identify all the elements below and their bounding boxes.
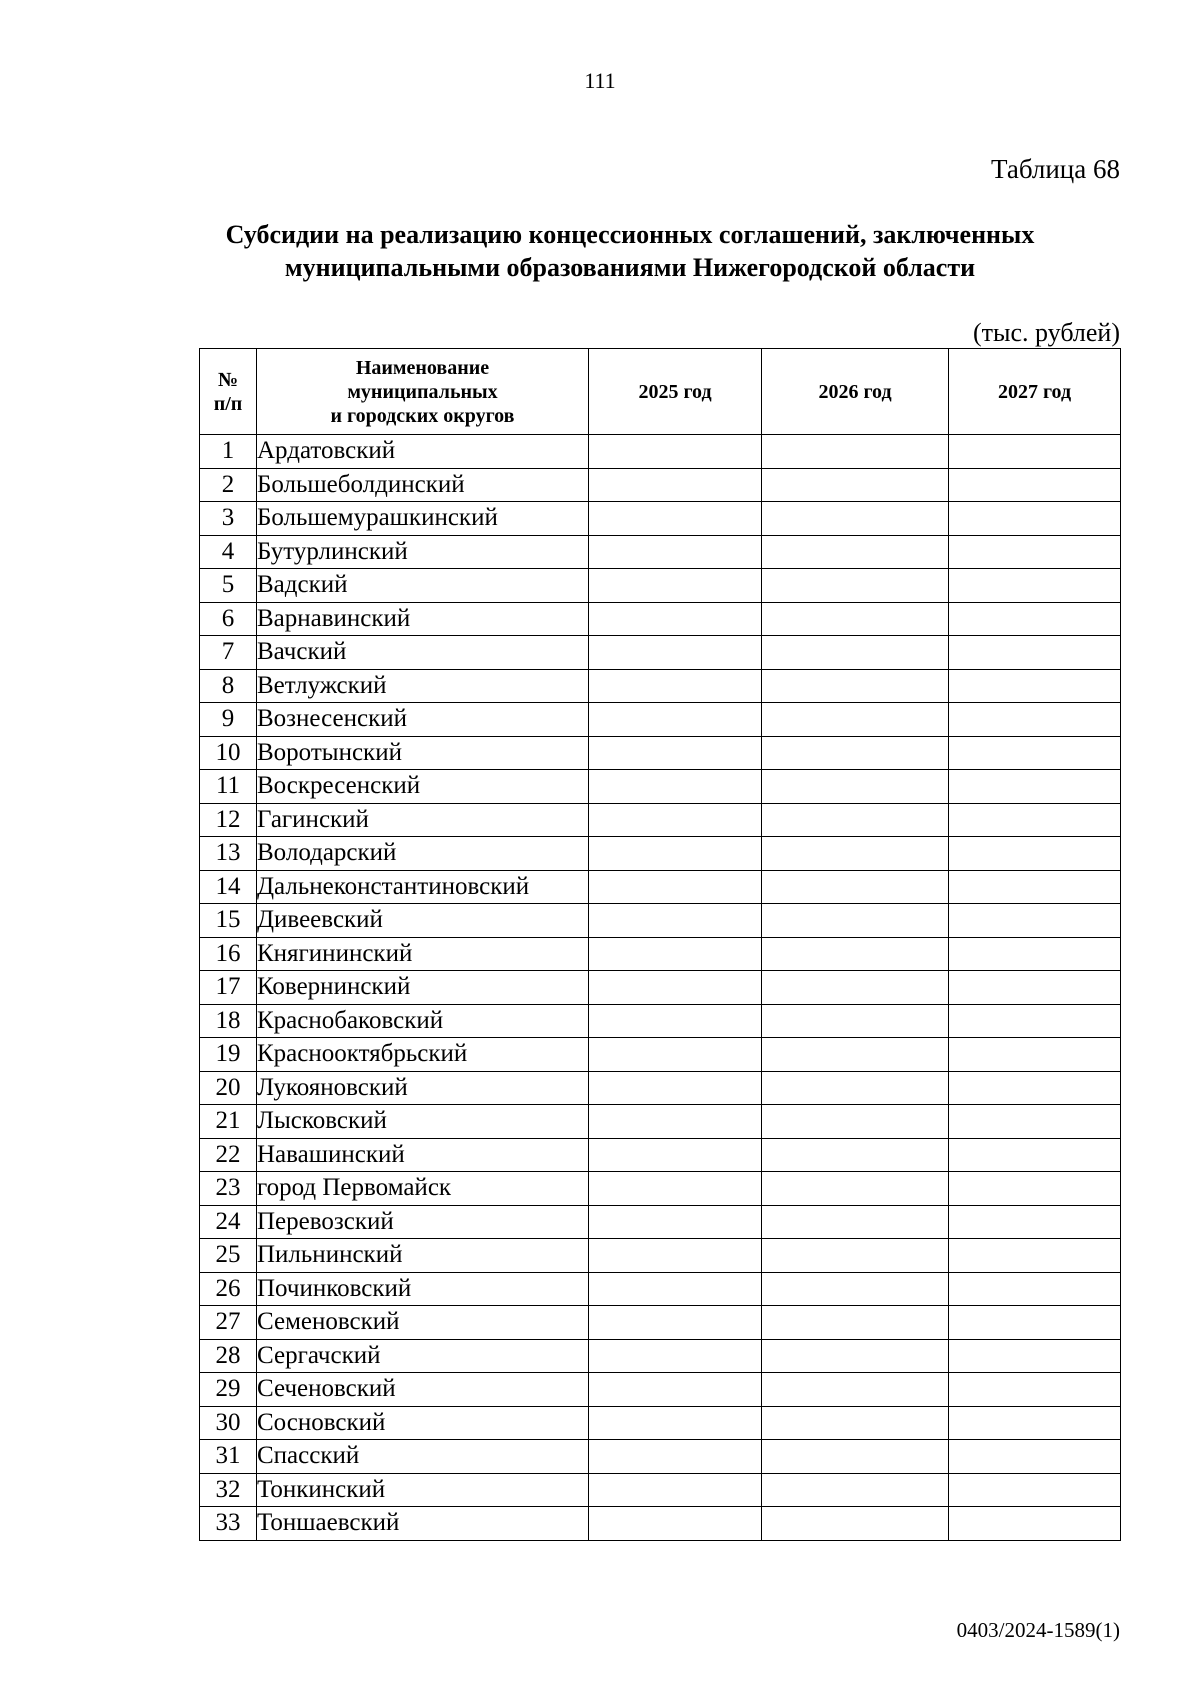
value-2025-cell [589, 736, 762, 770]
value-2026-cell [762, 569, 949, 603]
municipality-name-cell: Ардатовский [257, 435, 589, 469]
value-2027-cell [949, 1172, 1121, 1206]
value-2026-cell [762, 870, 949, 904]
value-2025-cell [589, 703, 762, 737]
value-2027-cell [949, 1004, 1121, 1038]
value-2027-cell [949, 870, 1121, 904]
row-number-cell: 6 [200, 602, 257, 636]
value-2026-cell [762, 1507, 949, 1541]
value-2027-cell [949, 1373, 1121, 1407]
municipality-name-cell: Большеболдинский [257, 468, 589, 502]
value-2026-cell [762, 1138, 949, 1172]
value-2026-cell [762, 1473, 949, 1507]
header-name-line-1: Наименование [355, 356, 490, 379]
value-2025-cell [589, 602, 762, 636]
value-2025-cell [589, 669, 762, 703]
row-number-cell: 16 [200, 937, 257, 971]
municipality-name-cell: Починковский [257, 1272, 589, 1306]
municipality-name-cell: Ковернинский [257, 971, 589, 1005]
value-2027-cell [949, 1440, 1121, 1474]
row-number-cell: 3 [200, 502, 257, 536]
row-number-cell: 11 [200, 770, 257, 804]
page-number: 111 [584, 68, 616, 93]
value-2027-cell [949, 803, 1121, 837]
value-2026-cell [762, 1105, 949, 1139]
value-2026-cell [762, 703, 949, 737]
value-2026-cell [762, 1406, 949, 1440]
table-row [200, 904, 1121, 938]
municipality-name-cell: Тонкинский [257, 1473, 589, 1507]
municipality-name-cell: Перевозский [257, 1205, 589, 1239]
value-2027-cell [949, 1239, 1121, 1273]
value-2025-cell [589, 770, 762, 804]
row-number-cell: 32 [200, 1473, 257, 1507]
value-2027-cell [949, 669, 1121, 703]
value-2026-cell [762, 502, 949, 536]
municipality-name-cell: Пильнинский [257, 1239, 589, 1273]
header-year-2025: 2025 год [589, 349, 762, 435]
value-2027-cell [949, 1272, 1121, 1306]
table-row [200, 602, 1121, 636]
value-2027-cell [949, 1071, 1121, 1105]
table-row [200, 1239, 1121, 1273]
row-number-cell: 24 [200, 1205, 257, 1239]
value-2027-cell [949, 1038, 1121, 1072]
value-2025-cell [589, 636, 762, 670]
value-2026-cell [762, 1205, 949, 1239]
title-line-1: Субсидии на реализацию концессионных соглашений, заключенных [225, 220, 1035, 249]
table-row [200, 669, 1121, 703]
document-title [150, 218, 1110, 284]
row-number-cell: 2 [200, 468, 257, 502]
value-2025-cell [589, 1339, 762, 1373]
municipality-name-cell: Варнавинский [257, 602, 589, 636]
value-2025-cell [589, 535, 762, 569]
table-row [200, 1507, 1121, 1541]
row-number-cell: 21 [200, 1105, 257, 1139]
value-2027-cell [949, 971, 1121, 1005]
value-2025-cell [589, 1004, 762, 1038]
value-2027-cell [949, 703, 1121, 737]
header-name [257, 349, 589, 435]
value-2026-cell [762, 1306, 949, 1340]
municipality-name-cell: Сосновский [257, 1406, 589, 1440]
value-2025-cell [589, 1406, 762, 1440]
municipality-name-cell: Бутурлинский [257, 535, 589, 569]
municipality-name-cell: Вачский [257, 636, 589, 670]
value-2027-cell [949, 837, 1121, 871]
value-2026-cell [762, 669, 949, 703]
value-2025-cell [589, 435, 762, 469]
table-row [200, 1038, 1121, 1072]
row-number-cell: 25 [200, 1239, 257, 1273]
value-2026-cell [762, 1373, 949, 1407]
value-2027-cell [949, 468, 1121, 502]
value-2027-cell [949, 1339, 1121, 1373]
value-2027-cell [949, 1138, 1121, 1172]
value-2026-cell [762, 1239, 949, 1273]
value-2025-cell [589, 837, 762, 871]
municipality-name-cell: Лукояновский [257, 1071, 589, 1105]
value-2025-cell [589, 1071, 762, 1105]
table-row [200, 1272, 1121, 1306]
header-year-2026: 2026 год [762, 349, 949, 435]
table-row [200, 870, 1121, 904]
table-row [200, 1172, 1121, 1206]
row-number-cell: 13 [200, 837, 257, 871]
row-number-cell: 15 [200, 904, 257, 938]
value-2026-cell [762, 1272, 949, 1306]
value-2027-cell [949, 1306, 1121, 1340]
table-body [200, 435, 1121, 1541]
value-2027-cell [949, 1406, 1121, 1440]
value-2026-cell [762, 1172, 949, 1206]
value-2025-cell [589, 803, 762, 837]
table-row [200, 636, 1121, 670]
row-number-cell: 23 [200, 1172, 257, 1206]
row-number-cell: 4 [200, 535, 257, 569]
municipality-name-cell: Дальнеконстантиновский [257, 870, 589, 904]
value-2025-cell [589, 1205, 762, 1239]
value-2026-cell [762, 602, 949, 636]
table-row [200, 937, 1121, 971]
row-number-cell: 26 [200, 1272, 257, 1306]
value-2025-cell [589, 569, 762, 603]
value-2025-cell [589, 971, 762, 1005]
header-name-line-2: муниципальных [347, 380, 498, 403]
row-number-cell: 12 [200, 803, 257, 837]
table-label: Таблица 68 [991, 154, 1120, 184]
municipality-name-cell: Дивеевский [257, 904, 589, 938]
value-2027-cell [949, 770, 1121, 804]
document-id: 0403/2024-1589(1) [956, 1618, 1120, 1642]
table-row [200, 1440, 1121, 1474]
header-num-line-1: № [217, 368, 239, 391]
table-row [200, 535, 1121, 569]
value-2026-cell [762, 937, 949, 971]
table-header-row [200, 349, 1121, 435]
table-row [200, 1138, 1121, 1172]
value-2027-cell [949, 736, 1121, 770]
value-2025-cell [589, 502, 762, 536]
value-2026-cell [762, 535, 949, 569]
row-number-cell: 17 [200, 971, 257, 1005]
row-number-cell: 14 [200, 870, 257, 904]
value-2026-cell [762, 770, 949, 804]
table-row [200, 1205, 1121, 1239]
municipality-name-cell: город Первомайск [257, 1172, 589, 1206]
value-2025-cell [589, 1272, 762, 1306]
title-line-2: муниципальными образованиями Нижегородской области [284, 253, 976, 282]
value-2027-cell [949, 435, 1121, 469]
value-2026-cell [762, 736, 949, 770]
value-2025-cell [589, 937, 762, 971]
value-2025-cell [589, 1440, 762, 1474]
table-row [200, 1004, 1121, 1038]
table-row [200, 1373, 1121, 1407]
table-row [200, 1473, 1121, 1507]
value-2027-cell [949, 502, 1121, 536]
value-2025-cell [589, 1038, 762, 1072]
value-2025-cell [589, 1507, 762, 1541]
municipality-name-cell: Лысковский [257, 1105, 589, 1139]
row-number-cell: 1 [200, 435, 257, 469]
row-number-cell: 19 [200, 1038, 257, 1072]
table-row [200, 971, 1121, 1005]
table-row [200, 468, 1121, 502]
table-row [200, 1071, 1121, 1105]
municipality-name-cell: Семеновский [257, 1306, 589, 1340]
row-number-cell: 33 [200, 1507, 257, 1541]
value-2027-cell [949, 1507, 1121, 1541]
value-2026-cell [762, 1071, 949, 1105]
row-number-cell: 9 [200, 703, 257, 737]
value-2025-cell [589, 1239, 762, 1273]
value-2026-cell [762, 1004, 949, 1038]
row-number-cell: 22 [200, 1138, 257, 1172]
municipality-name-cell: Большемурашкинский [257, 502, 589, 536]
table-row [200, 770, 1121, 804]
value-2026-cell [762, 468, 949, 502]
row-number-cell: 18 [200, 1004, 257, 1038]
row-number-cell: 20 [200, 1071, 257, 1105]
row-number-cell: 27 [200, 1306, 257, 1340]
value-2027-cell [949, 535, 1121, 569]
table-row [200, 1406, 1121, 1440]
value-2027-cell [949, 937, 1121, 971]
municipality-name-cell: Володарский [257, 837, 589, 871]
value-2025-cell [589, 1138, 762, 1172]
value-2027-cell [949, 1473, 1121, 1507]
value-2025-cell [589, 1172, 762, 1206]
header-num [200, 349, 257, 435]
municipality-name-cell: Ветлужский [257, 669, 589, 703]
municipality-name-cell: Вадский [257, 569, 589, 603]
value-2026-cell [762, 1038, 949, 1072]
row-number-cell: 29 [200, 1373, 257, 1407]
table-row [200, 1105, 1121, 1139]
row-number-cell: 7 [200, 636, 257, 670]
municipality-name-cell: Тоншаевский [257, 1507, 589, 1541]
row-number-cell: 30 [200, 1406, 257, 1440]
municipality-name-cell: Спасский [257, 1440, 589, 1474]
value-2025-cell [589, 468, 762, 502]
row-number-cell: 8 [200, 669, 257, 703]
subsidies-table [199, 348, 1121, 1541]
table-row [200, 1339, 1121, 1373]
value-2025-cell [589, 1473, 762, 1507]
table-row [200, 703, 1121, 737]
value-2027-cell [949, 1105, 1121, 1139]
value-2027-cell [949, 636, 1121, 670]
table-row [200, 803, 1121, 837]
table-row [200, 569, 1121, 603]
value-2025-cell [589, 904, 762, 938]
value-2027-cell [949, 904, 1121, 938]
value-2025-cell [589, 1105, 762, 1139]
row-number-cell: 28 [200, 1339, 257, 1373]
header-name-line-3: и городских округов [330, 404, 515, 427]
municipality-name-cell: Краснооктябрьский [257, 1038, 589, 1072]
value-2026-cell [762, 1339, 949, 1373]
value-2026-cell [762, 904, 949, 938]
row-number-cell: 10 [200, 736, 257, 770]
municipality-name-cell: Воскресенский [257, 770, 589, 804]
value-2025-cell [589, 870, 762, 904]
units-label: (тыс. рублей) [972, 318, 1120, 347]
value-2026-cell [762, 1440, 949, 1474]
value-2026-cell [762, 803, 949, 837]
table-row [200, 435, 1121, 469]
municipality-name-cell: Княгининский [257, 937, 589, 971]
value-2027-cell [949, 569, 1121, 603]
value-2026-cell [762, 837, 949, 871]
row-number-cell: 5 [200, 569, 257, 603]
table-row [200, 502, 1121, 536]
value-2026-cell [762, 971, 949, 1005]
municipality-name-cell: Сеченовский [257, 1373, 589, 1407]
municipality-name-cell: Воротынский [257, 736, 589, 770]
value-2027-cell [949, 1205, 1121, 1239]
row-number-cell: 31 [200, 1440, 257, 1474]
header-num-line-2: п/п [213, 392, 243, 415]
table-row [200, 837, 1121, 871]
municipality-name-cell: Гагинский [257, 803, 589, 837]
table-row [200, 736, 1121, 770]
municipality-name-cell: Сергачский [257, 1339, 589, 1373]
value-2026-cell [762, 636, 949, 670]
value-2026-cell [762, 435, 949, 469]
value-2025-cell [589, 1306, 762, 1340]
municipality-name-cell: Вознесенский [257, 703, 589, 737]
municipality-name-cell: Краснобаковский [257, 1004, 589, 1038]
value-2025-cell [589, 1373, 762, 1407]
header-year-2027: 2027 год [949, 349, 1121, 435]
value-2027-cell [949, 602, 1121, 636]
municipality-name-cell: Навашинский [257, 1138, 589, 1172]
table-row [200, 1306, 1121, 1340]
